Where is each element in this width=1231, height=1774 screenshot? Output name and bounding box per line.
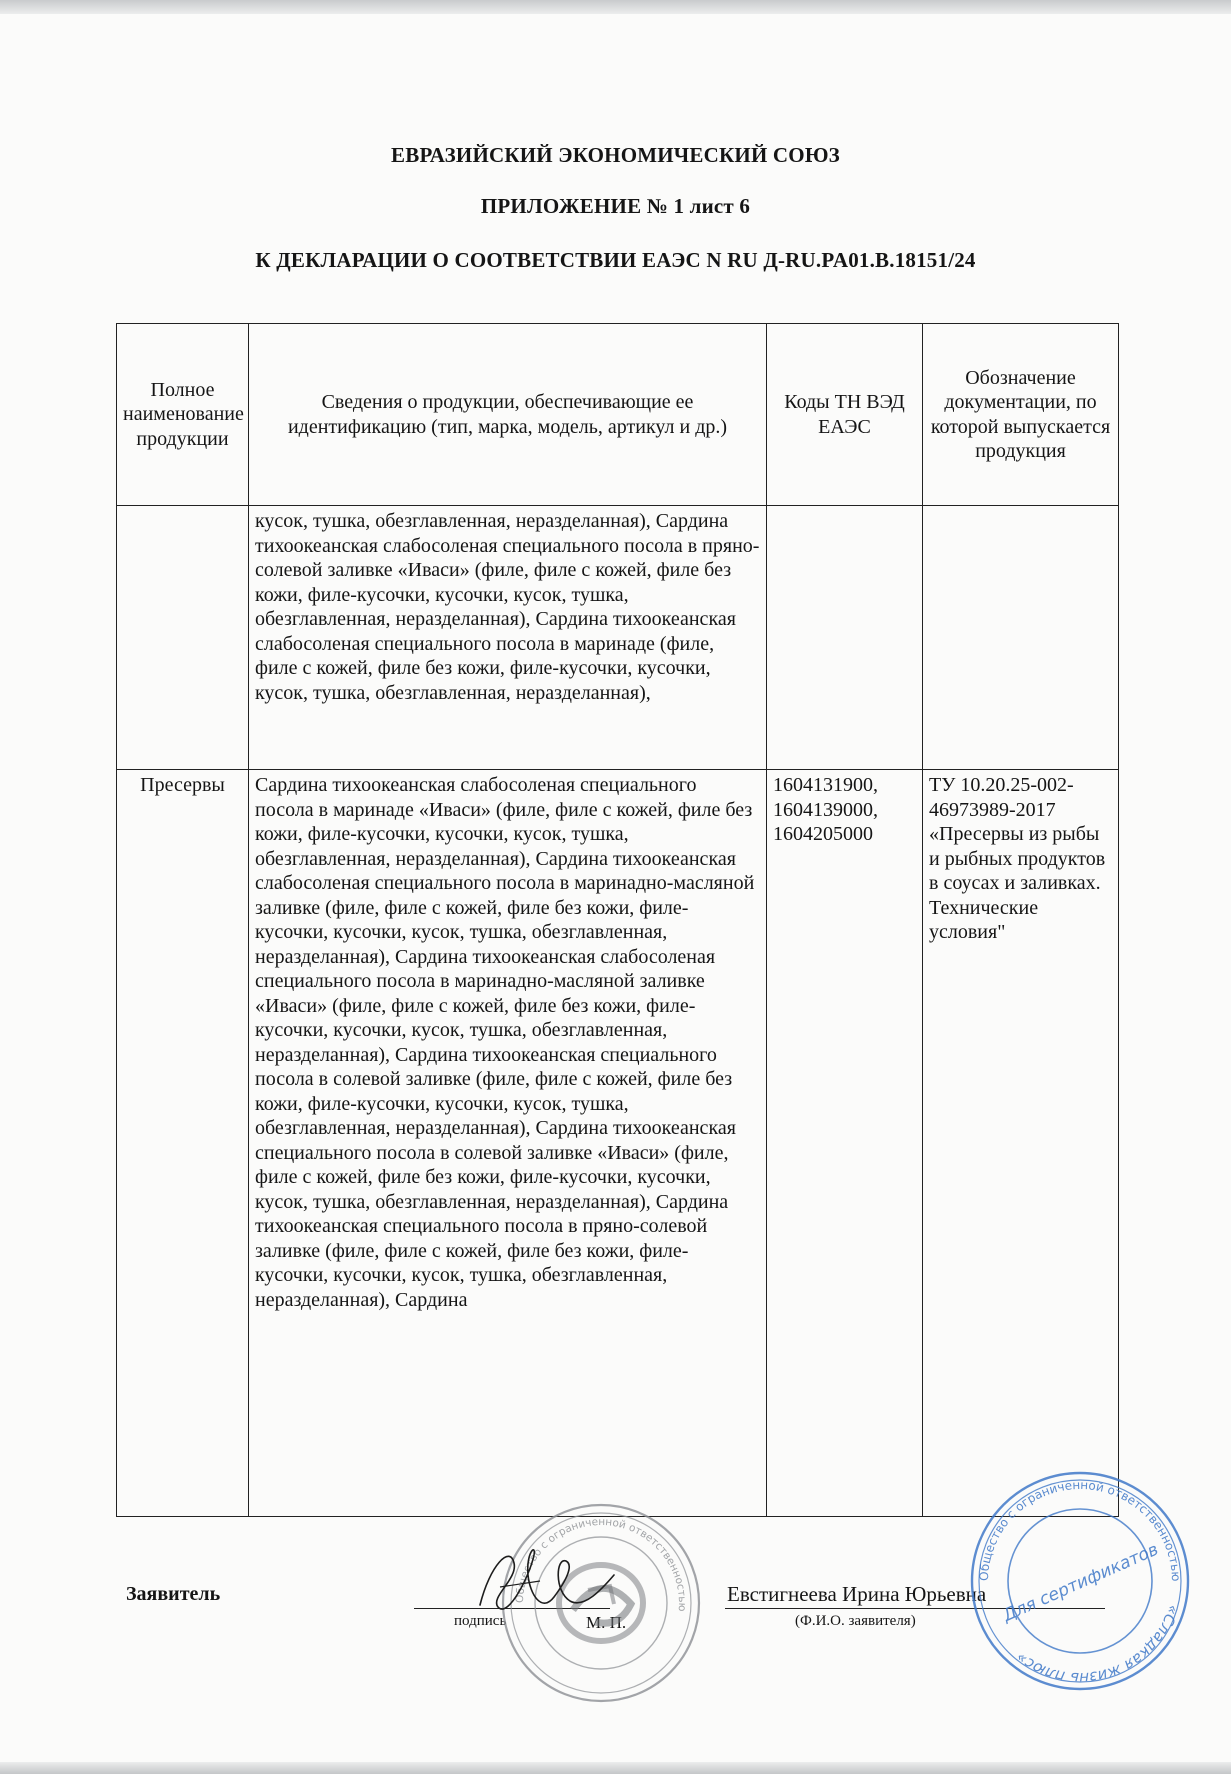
declaration-title: К ДЕКЛАРАЦИИ О СООТВЕТСТВИИ ЕАЭС N RU Д-RU.PA01.B.18151/24 — [255, 248, 976, 272]
table-header-row — [117, 324, 1119, 506]
product-name-cell — [117, 506, 249, 770]
signature-caption: подпись — [454, 1613, 507, 1629]
blue-seal-bottom-text: «Сладкая жизнь плюс» — [1012, 1602, 1183, 1688]
svg-text:Общество с ограниченной ответс — [514, 1516, 688, 1612]
table-row — [117, 770, 1119, 1517]
column-header-documentation: Обозначение документации, по которой выпускается продукция — [923, 324, 1119, 506]
product-description-cell: кусок, тушка, обезглавленная, неразделанная), Сардина тихоокеанская слабосоленая специального посола в пряно-солевой заливке «Иваси» (филе, филе с кожей, филе без кожи, филе-кусочки, кусочки, кусок, тушка, обезглавленная, неразделанная), Сардина тихоокеанская слабосоленая специального посола в маринаде (филе, филе с кожей, филе без кожи, филе-кусочки, кусочки, кусок, тушка, обезглавленная, неразделанная), — [249, 506, 767, 770]
product-description-cell: Сардина тихоокеанская слабосоленая специального посола в маринаде «Иваси» (филе, филе с кожей, филе без кожи, филе-кусочки, кусочки, кусок, тушка, обезглавленная, неразделанная), Сардина тихоокеанская слабосоленая специального посола в маринадно-масляной заливке (филе, филе с кожей, филе без кожи, филе-кусочки, кусочки, кусок, тушка, обезглавленная, неразделанная), Сардина тихоокеанская слабосоленая специального посола в маринадно-масляной заливке «Иваси» (филе, филе с кожей, филе без кожи, филе-кусочки, кусочки, кусок, тушка, обезглавленная, неразделанная), Сардина тихоокеанская специального посола в солевой заливке (филе, филе с кожей, филе без кожи, филе-кусочки, кусочки, кусок, тушка, обезглавленная, неразделанная), Сардина тихоокеанская специального посола в солевой заливке «Иваси» (филе, филе с кожей, филе без кожи, филе-кусочки, кусочки, кусок, тушка, обезглавленная, неразделанная), Сардина тихоокеанская специального посола в пряно-солевой заливке (филе, филе с кожей, филе без кожи, филе-кусочки, кусочки, кусок, тушка, обезглавленная, неразделанная), Сардина — [249, 770, 767, 1517]
name-line — [725, 1608, 1105, 1609]
column-header-description: Сведения о продукции, обеспечивающие ее идентификацию (тип, марка, модель, артикул и др.) — [249, 324, 767, 506]
applicant-name: Евстигнеева Ирина Юрьевна — [727, 1582, 987, 1606]
blue-seal-top-text: Общество с ограниченной ответственностью — [976, 1477, 1184, 1582]
applicant-label: Заявитель — [126, 1583, 221, 1605]
grey-seal-text: Общество с ограниченной ответственностью — [513, 1515, 689, 1612]
name-caption: (Ф.И.О. заявителя) — [795, 1613, 916, 1629]
product-codes-cell: 1604131900, 1604139000, 1604205000 — [767, 770, 923, 1517]
products-table — [116, 323, 1119, 1517]
product-documentation-cell: ТУ 10.20.25-002-46973989-2017 «Пресервы из рыбы и рыбных продуктов в соусах и заливках. Технические условия" — [923, 770, 1119, 1517]
grey-seal-stamp — [498, 1500, 704, 1706]
appendix-title: ПРИЛОЖЕНИЕ № 1 лист 6 — [480, 194, 751, 218]
signature-line — [414, 1608, 610, 1609]
svg-text:«Сладкая жизнь плюс» — [1012, 1603, 1182, 1687]
blue-seal-inner-text: Для сертификатов — [1000, 1539, 1162, 1627]
seal-caption: М. П. — [586, 1613, 627, 1632]
handwritten-signature — [470, 1535, 620, 1625]
product-documentation-cell — [923, 506, 1119, 770]
union-title: ЕВРАЗИЙСКИЙ ЭКОНОМИЧЕСКИЙ СОЮЗ — [391, 143, 840, 167]
scan-edge-top — [0, 0, 1231, 14]
table-row — [117, 506, 1119, 770]
scan-edge-bottom — [0, 1762, 1231, 1774]
product-name-cell: Пресервы — [117, 770, 249, 1517]
product-codes-cell — [767, 506, 923, 770]
column-header-name: Полное наименование продукции — [117, 324, 249, 506]
column-header-codes: Коды ТН ВЭД ЕАЭС — [767, 324, 923, 506]
